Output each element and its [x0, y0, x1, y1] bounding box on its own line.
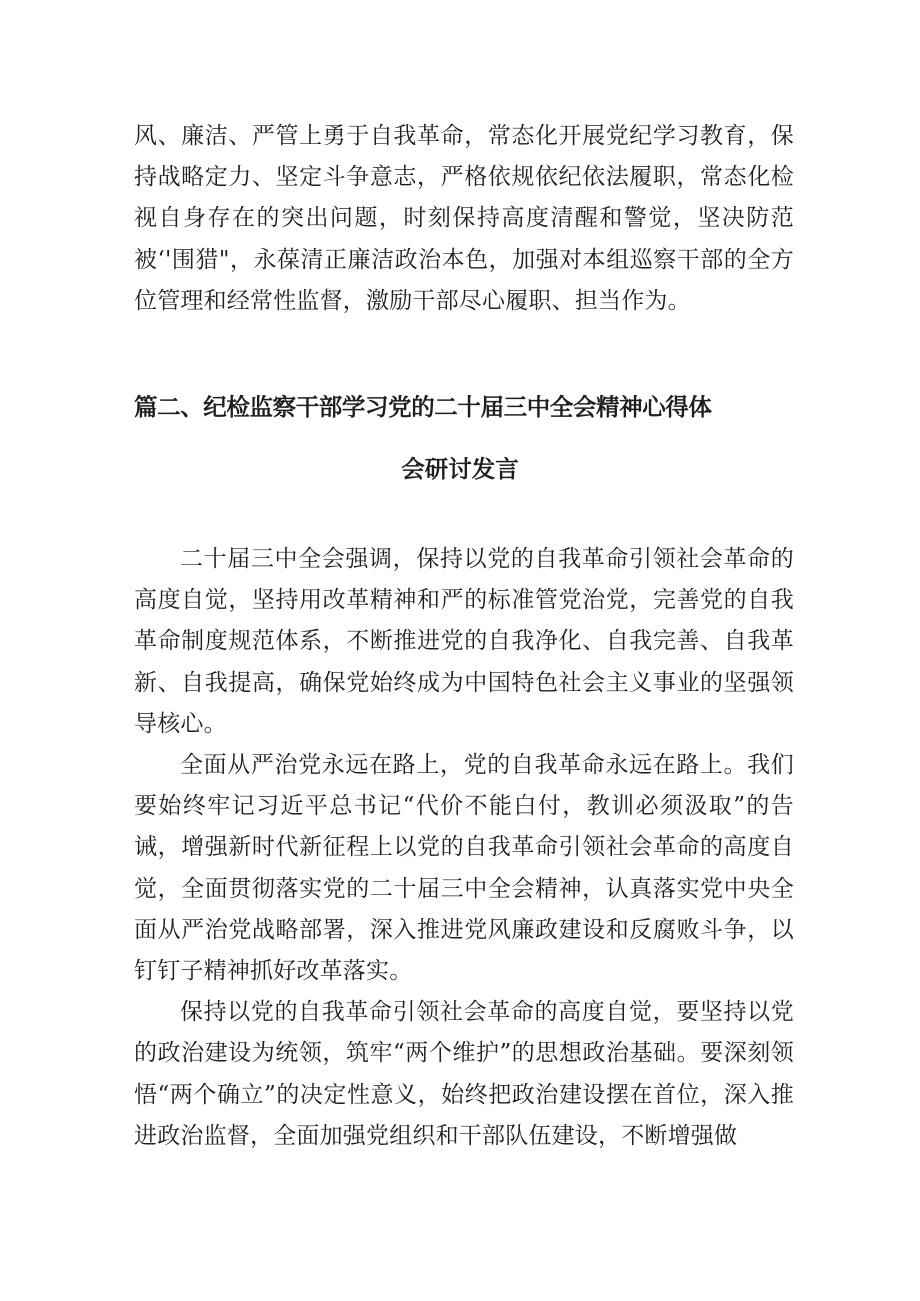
continuation-text-block — [134, 116, 794, 322]
section-body — [134, 539, 794, 1157]
body-paragraph-1: 二十届三中全会强调，保持以党的自我革命引领社会革命的高度自觉，坚持用改革精神和严的标准管党治党，完善党的自我革命制度规范体系，不断推进党的自我净化、自我完善、自我革新、自我提高，确保党始终成为中国特色社会主义事业的坚强领导核心。 — [134, 546, 794, 737]
body-paragraph-2: 全面从严治党永远在路上，党的自我革命永远在路上。我们要始终牢记习近平总书记“代价不能白付，教训必须汲取”的告诫，增强新时代新征程上以党的自我革命引领社会革命的高度自觉，全面贯彻落实党的二十届三中全会精神，认真落实党中央全面从严治党战略部署，深入推进党风廉政建设和反腐败斗争，以钉钉子精神抓好改革落实。 — [134, 752, 794, 985]
section-heading-line-2: 会研讨发言 — [401, 455, 519, 483]
section-heading-line-1: 篇二、纪检监察干部学习党的二十届三中全会精神心得体 — [134, 393, 712, 421]
continuation-paragraph: 风、廉洁、严管上勇于自我革命，常态化开展党纪学习教育，保持战略定力、坚定斗争意志，严格依规依纪依法履职，常态化检视自身存在的突出问题，时刻保持高度清醒和警觉，坚决防范被‘'围猎"，永葆清正廉洁政治本色，加强对本组巡察干部的全方位管理和经常性监督，激励干部尽心履职、担当作为。 — [134, 123, 794, 314]
body-paragraph-3: 保持以党的自我革命引领社会革命的高度自觉，要坚持以党的政治建设为统领，筑牢“两个维护”的思想政治基础。要深刻领悟“两个确立”的决定性意义，始终把政治建设摆在首位，深入推进政治监督，全面加强党组织和干部队伍建设，不断增强做 — [134, 999, 794, 1149]
